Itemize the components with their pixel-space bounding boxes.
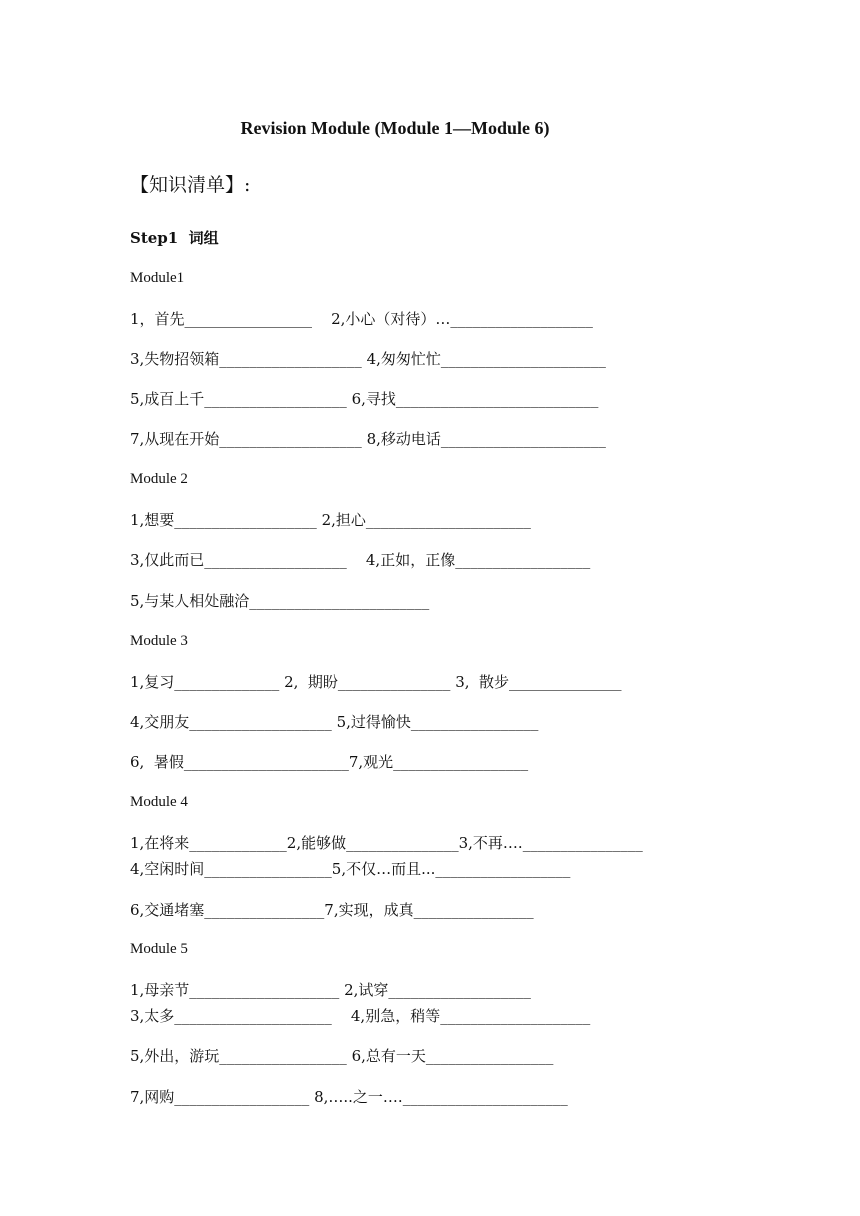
- phrase-line: 7,从现在开始___________________ 8,移动电话______________________: [130, 430, 606, 448]
- phrase-line: 1，首先_________________ 2,小心（对待）…___________________: [130, 310, 593, 328]
- module-heading: Module 5: [130, 941, 188, 957]
- module-heading: Module 3: [130, 633, 188, 649]
- phrase-line: 4,交朋友___________________ 5,过得愉快_________________: [130, 713, 539, 731]
- phrase-line: 3,太多_____________________ 4,别急，稍等____________________: [130, 1007, 591, 1025]
- page-title: Revision Module (Module 1—Module 6): [240, 118, 550, 138]
- phrase-line: 6,交通堵塞________________7,实现，成真________________: [130, 901, 534, 919]
- phrase-line: 3,仅此而已___________________ 4,正如，正像__________________: [130, 551, 591, 569]
- phrase-line: 4,空闲时间_________________5,不仅…而且...__________________: [130, 860, 571, 878]
- module-heading: Module 2: [130, 471, 188, 487]
- module-heading: Module1: [130, 270, 185, 286]
- phrase-line: 1,母亲节____________________ 2,试穿___________________: [130, 981, 531, 999]
- section-heading: 【知识清单】:: [130, 174, 251, 196]
- phrase-line: 3,失物招领箱___________________ 4,匆匆忙忙______________________: [130, 350, 606, 368]
- step-heading: Step1 词组: [130, 229, 219, 247]
- phrase-line: 7,网购__________________ 8,…..之一….______________________: [130, 1088, 568, 1106]
- phrase-line: 5,与某人相处融洽________________________: [130, 592, 430, 610]
- phrase-line: 1,在将来_____________2,能够做_______________3,不再….________________: [130, 834, 643, 852]
- phrase-line: 6, 暑假______________________7,观光__________________: [130, 753, 529, 771]
- phrase-line: 1,复习______________ 2, 期盼_______________ 3, 散步_______________: [130, 673, 622, 691]
- module-heading: Module 4: [130, 794, 188, 810]
- phrase-line: 5,成百上千___________________ 6,寻找___________________________: [130, 390, 599, 408]
- phrase-line: 5,外出，游玩_________________ 6,总有一天_________________: [130, 1047, 554, 1065]
- phrase-line: 1,想要___________________ 2,担心______________________: [130, 511, 531, 529]
